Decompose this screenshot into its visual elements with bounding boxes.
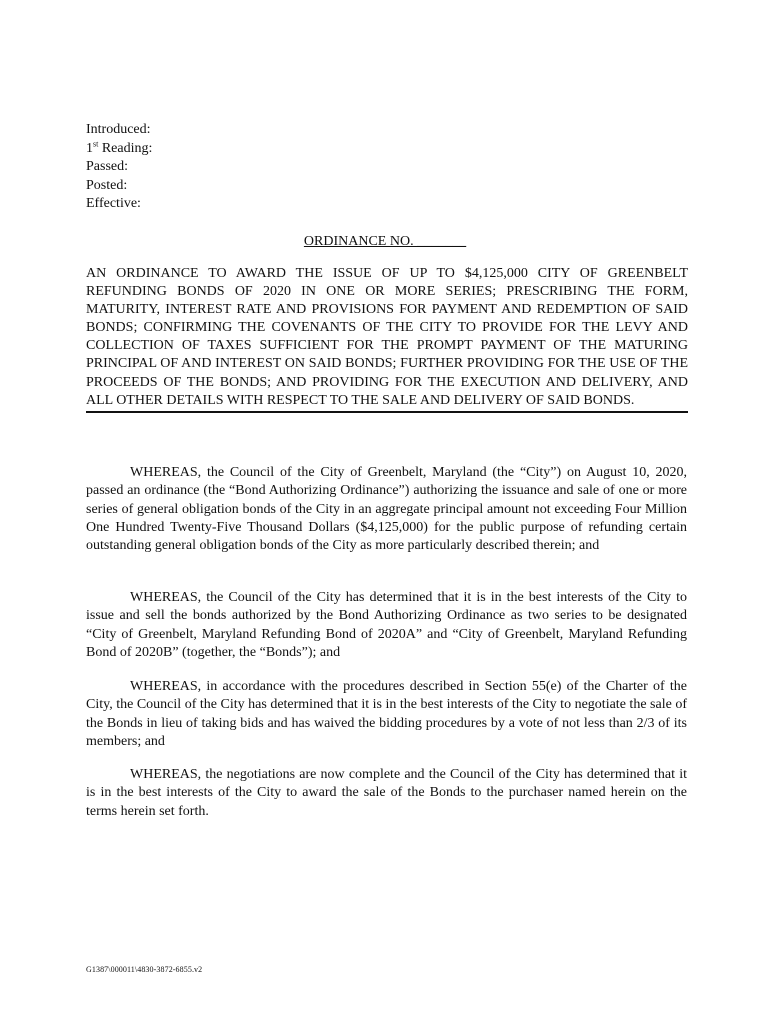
document-footer-id: G1387\000011\4830-3872-6855.v2 xyxy=(86,965,203,974)
passed-label: Passed: xyxy=(86,159,128,175)
effective-label: Effective: xyxy=(86,196,141,212)
whereas-paragraph-3: WHEREAS, in accordance with the procedures described in Section 55(e) of the Charter of the City, the Council of the City has determined that it is in the best interests of the City to negotiate the sale of the Bonds in lieu of taking bids and has waived the bidding procedures by a vote of not less than 2/3 of its members; and xyxy=(86,679,687,749)
reading-number: 1 xyxy=(86,140,93,156)
whereas-paragraph-4: WHEREAS, the negotiations are now complete and the Council of the City has determined that it is in the best interests of the City to award the sale of the Bonds to the purchaser named herein on the terms herein set forth. xyxy=(86,767,687,819)
ordinance-number-heading: ORDINANCE NO. _______ xyxy=(303,234,467,249)
reading-label-text: Reading: xyxy=(98,140,153,156)
posted-label: Posted: xyxy=(86,177,128,193)
reading-ordinal-suffix: st xyxy=(93,138,99,148)
ordinance-title: AN ORDINANCE TO AWARD THE ISSUE OF UP TO $4,125,000 CITY OF GREENBELT REFUNDING BONDS OF 2020 IN ONE OR MORE SERIES; PRESCRIBING THE FORM, MATURITY, INTEREST RATE AND PROVISIONS FOR PAYMENT AND REDEMPTION OF SAID BONDS; CONFIRMING THE COVENANTS OF THE CITY TO PROVIDE FOR THE LEVY AND COLLECTION OF TAXES SUFFICIENT FOR THE PROMPT PAYMENT OF THE MATURING PRINCIPAL OF AND INTEREST ON SAID BONDS; FURTHER PROVIDING FOR THE USE OF THE PROCEEDS OF THE BONDS; AND PROVIDING FOR THE EXECUTION AND DELIVERY, AND ALL OTHER DETAILS WITH RESPECT TO THE SALE AND DELIVERY OF SAID BONDS. xyxy=(86,265,688,413)
legislative-status-block xyxy=(86,121,152,214)
whereas-paragraph-1: WHEREAS, the Council of the City of Greenbelt, Maryland (the “City”) on August 10, 2020, passed an ordinance (the “Bond Authorizing Ordinance”) authorizing the issuance and sale of one or more series of general obligation bonds of the City in an aggregate principal amount not exceeding Four Million One Hundred Twenty-Five Thousand Dollars ($4,125,000) for the public purpose of refunding certain outstanding general obligation bonds of the City as more particularly described therein; and xyxy=(86,465,687,553)
whereas-paragraph-2: WHEREAS, the Council of the City has determined that it is in the best interests of the City to issue and sell the bonds authorized by the Bond Authorizing Ordinance as two series to be designated “City of Greenbelt, Maryland Refunding Bond of 2020A” and “City of Greenbelt, Maryland Refunding Bond of 2020B” (together, the “Bonds”); and xyxy=(86,590,687,660)
introduced-label: Introduced: xyxy=(86,122,151,137)
first-reading-label xyxy=(86,140,152,159)
